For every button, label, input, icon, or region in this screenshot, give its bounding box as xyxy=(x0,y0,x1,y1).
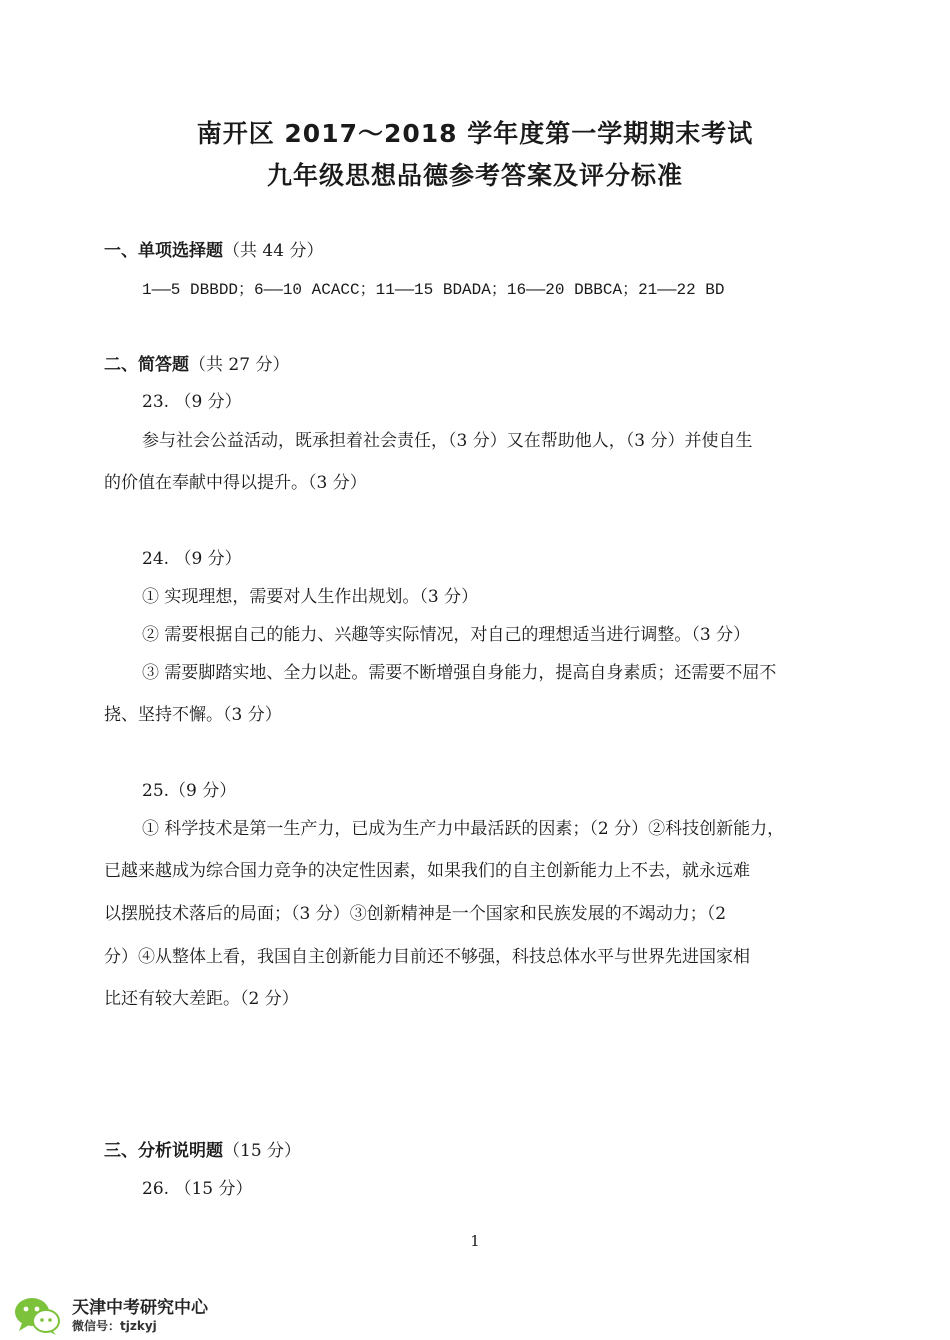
q24-label: 24. （9 分） xyxy=(142,549,242,569)
q24-answer-line: ③ 需要脚踏实地、全力以赴。需要不断增强自身能力，提高自身素质；还需要不屈不 xyxy=(142,663,777,683)
footer-wechat-id: 微信号：tjzkyj xyxy=(72,1319,157,1333)
wechat-icon xyxy=(14,1296,60,1336)
section2-heading: 二、简答题 xyxy=(104,355,189,375)
page-number: 1 xyxy=(470,1232,480,1250)
section1-answers: 1——5 DBBDD；6——10 ACACC；11——15 BDADA；16——20 DBBCA；21——22 BD xyxy=(142,281,725,299)
q23-answer-line: 的价值在奉献中得以提升。（3 分） xyxy=(104,473,367,493)
q25-answer-line: 以摆脱技术落后的局面；（3 分）③创新精神是一个国家和民族发展的不竭动力；（2 xyxy=(104,904,727,924)
section2-score-note: （共 27 分） xyxy=(189,355,290,375)
section3-heading: 三、分析说明题 xyxy=(104,1141,223,1161)
q25-answer-line: 比还有较大差距。（2 分） xyxy=(104,989,299,1009)
q25-answer-line: 已越来越成为综合国力竞争的决定性因素，如果我们的自主创新能力上不去，就永远难 xyxy=(104,861,750,881)
section2-heading-row xyxy=(104,354,289,376)
q23-label: 23. （9 分） xyxy=(142,392,242,412)
q25-answer-line: 分）④从整体上看，我国自主创新能力目前还不够强，科技总体水平与世界先进国家相 xyxy=(104,947,750,967)
section3-score-note: （15 分） xyxy=(223,1141,302,1161)
q23-answer-line: 参与社会公益活动，既承担着社会责任，（3 分）又在帮助他人，（3 分）并使自生 xyxy=(142,431,753,451)
doc-title-line2: 九年级思想品德参考答案及评分标准 xyxy=(266,161,683,190)
q24-answer-line: ① 实现理想，需要对人生作出规划。（3 分） xyxy=(142,587,479,607)
section1-score-note: （共 44 分） xyxy=(223,241,324,261)
q24-answer-line: 挠、坚持不懈。（3 分） xyxy=(104,705,282,725)
section3-heading-row xyxy=(104,1140,301,1162)
footer-watermark xyxy=(14,1294,208,1338)
q24-answer-line: ② 需要根据自己的能力、兴趣等实际情况，对自己的理想适当进行调整。（3 分） xyxy=(142,625,751,645)
q25-answer-line: ① 科学技术是第一生产力，已成为生产力中最活跃的因素；（2 分）②科技创新能力， xyxy=(142,819,785,839)
q26-label: 26. （15 分） xyxy=(142,1179,253,1199)
q25-label: 25.（9 分） xyxy=(142,781,237,801)
footer-org-name: 天津中考研究中心 xyxy=(72,1298,208,1318)
section1-heading: 一、单项选择题 xyxy=(104,241,223,261)
section1-heading-row xyxy=(104,240,323,262)
footer-text-block xyxy=(72,1298,208,1334)
doc-title-line1: 南开区 2017～2018 学年度第一学期期末考试 xyxy=(196,119,754,148)
